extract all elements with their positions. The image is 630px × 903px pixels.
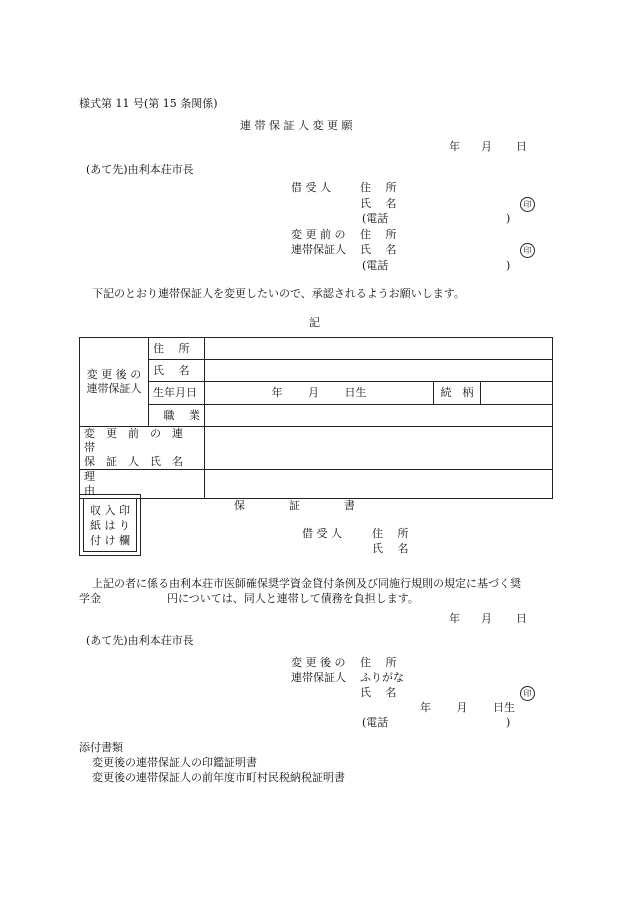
- table-row: [80, 338, 553, 360]
- relation-cell[interactable]: [481, 382, 553, 405]
- attachment-item: 変更後の連帯保証人の印鑑証明書: [92, 756, 257, 769]
- new-guarantor-name-label: 氏 名: [360, 686, 397, 699]
- stamp-label-line3: 付 け 欄: [90, 533, 130, 547]
- guarantee-title: 保 証 書: [234, 499, 355, 512]
- new-guarantor-header-line2: 連帯保証人: [86, 382, 142, 395]
- addressee: (あて先)由利本荘市長: [86, 634, 194, 647]
- revenue-stamp-inner: [83, 498, 137, 552]
- occupation-label: 職 業: [149, 405, 205, 427]
- prev-guarantor-address-label: 住 所: [360, 228, 397, 241]
- table-row: [80, 405, 553, 427]
- date-month: 月: [481, 140, 492, 153]
- address-label: 住 所: [149, 338, 205, 360]
- ki-heading: 記: [309, 316, 320, 329]
- phone-open: (電話: [362, 259, 389, 272]
- furigana-label: ふりがな: [360, 671, 404, 684]
- phone-close: ): [506, 259, 511, 272]
- table-row: [80, 427, 553, 470]
- table-row: [80, 382, 553, 405]
- phone-open: (電話: [362, 716, 389, 729]
- new-guarantor-header: [80, 338, 149, 427]
- address-cell[interactable]: [205, 338, 553, 360]
- prev-guarantor-name-header: [80, 427, 205, 470]
- date-year: 年: [449, 612, 460, 625]
- new-guarantor-birthdate: 年 月 日生: [420, 701, 515, 714]
- new-guarantor-label-2: 連帯保証人: [291, 671, 346, 684]
- borrower-address-label: 住 所: [360, 181, 397, 194]
- prev-guarantor-header-line1: 変 更 前 の 連 帯: [84, 427, 194, 454]
- revenue-stamp-box: [79, 494, 141, 556]
- new-guarantor-address-label: 住 所: [360, 656, 397, 669]
- addressee: (あて先)由利本荘市長: [86, 163, 194, 176]
- table-row: [80, 360, 553, 382]
- seal-mark: 印: [520, 197, 535, 212]
- relation-label: 続 柄: [434, 382, 481, 405]
- prev-guarantor-label-2: 連帯保証人: [291, 243, 346, 256]
- date-day: 日: [516, 140, 527, 153]
- phone-close: ): [506, 716, 511, 729]
- birthdate-label: 生年月日: [149, 382, 205, 405]
- reason-cell[interactable]: [205, 470, 553, 499]
- attachment-item: 変更後の連帯保証人の前年度市町村民税納税証明書: [92, 771, 345, 784]
- attachments-heading: 添付書類: [79, 741, 123, 754]
- date-day: 日: [516, 612, 527, 625]
- name-cell[interactable]: [205, 360, 553, 382]
- new-guarantor-label: 変 更 後 の: [291, 656, 346, 669]
- stamp-label-line1: 収 入 印: [90, 503, 130, 517]
- guarantee-text-line2: 学金 円については、同人と連帯して債務を負担します。: [79, 592, 419, 605]
- prev-guarantor-label: 変 更 前 の: [291, 228, 346, 241]
- table-row: [80, 470, 553, 499]
- phone-open: (電話: [362, 212, 389, 225]
- prev-guarantor-name-label: 氏 名: [360, 243, 397, 256]
- guarantee-name-label: 氏 名: [372, 542, 409, 555]
- guarantor-change-table: [79, 337, 553, 499]
- guarantee-text-line1: 上記の者に係る由利本荘市医師確保奨学資金貸付条例及び同施行規則の規定に基づく奨: [92, 577, 521, 590]
- request-text: 下記のとおり連帯保証人を変更したいので、承認されるようお願いします。: [92, 287, 465, 300]
- guarantee-address-label: 住 所: [372, 527, 409, 540]
- seal-mark: 印: [520, 686, 535, 701]
- date-year: 年: [449, 140, 460, 153]
- borrower-name-label: 氏 名: [360, 197, 397, 210]
- guarantee-borrower-label: 借 受 人: [302, 527, 342, 540]
- prev-guarantor-name-cell[interactable]: [205, 427, 553, 470]
- name-label: 氏 名: [149, 360, 205, 382]
- birthdate-cell[interactable]: 年 月 日生: [205, 382, 434, 405]
- reason-label: 理 由: [80, 470, 205, 499]
- seal-mark: 印: [520, 243, 535, 258]
- page-title: 連 帯 保 証 人 変 更 願: [240, 119, 353, 132]
- prev-guarantor-header-line2: 保 証 人 氏 名: [84, 455, 183, 468]
- form-number: 様式第 11 号(第 15 条関係): [79, 97, 218, 110]
- new-guarantor-header-line1: 変 更 後 の: [86, 368, 142, 381]
- phone-close: ): [506, 212, 511, 225]
- date-month: 月: [481, 612, 492, 625]
- borrower-label: 借 受 人: [291, 181, 331, 194]
- stamp-label-line2: 紙 は り: [90, 518, 130, 532]
- occupation-cell[interactable]: [205, 405, 553, 427]
